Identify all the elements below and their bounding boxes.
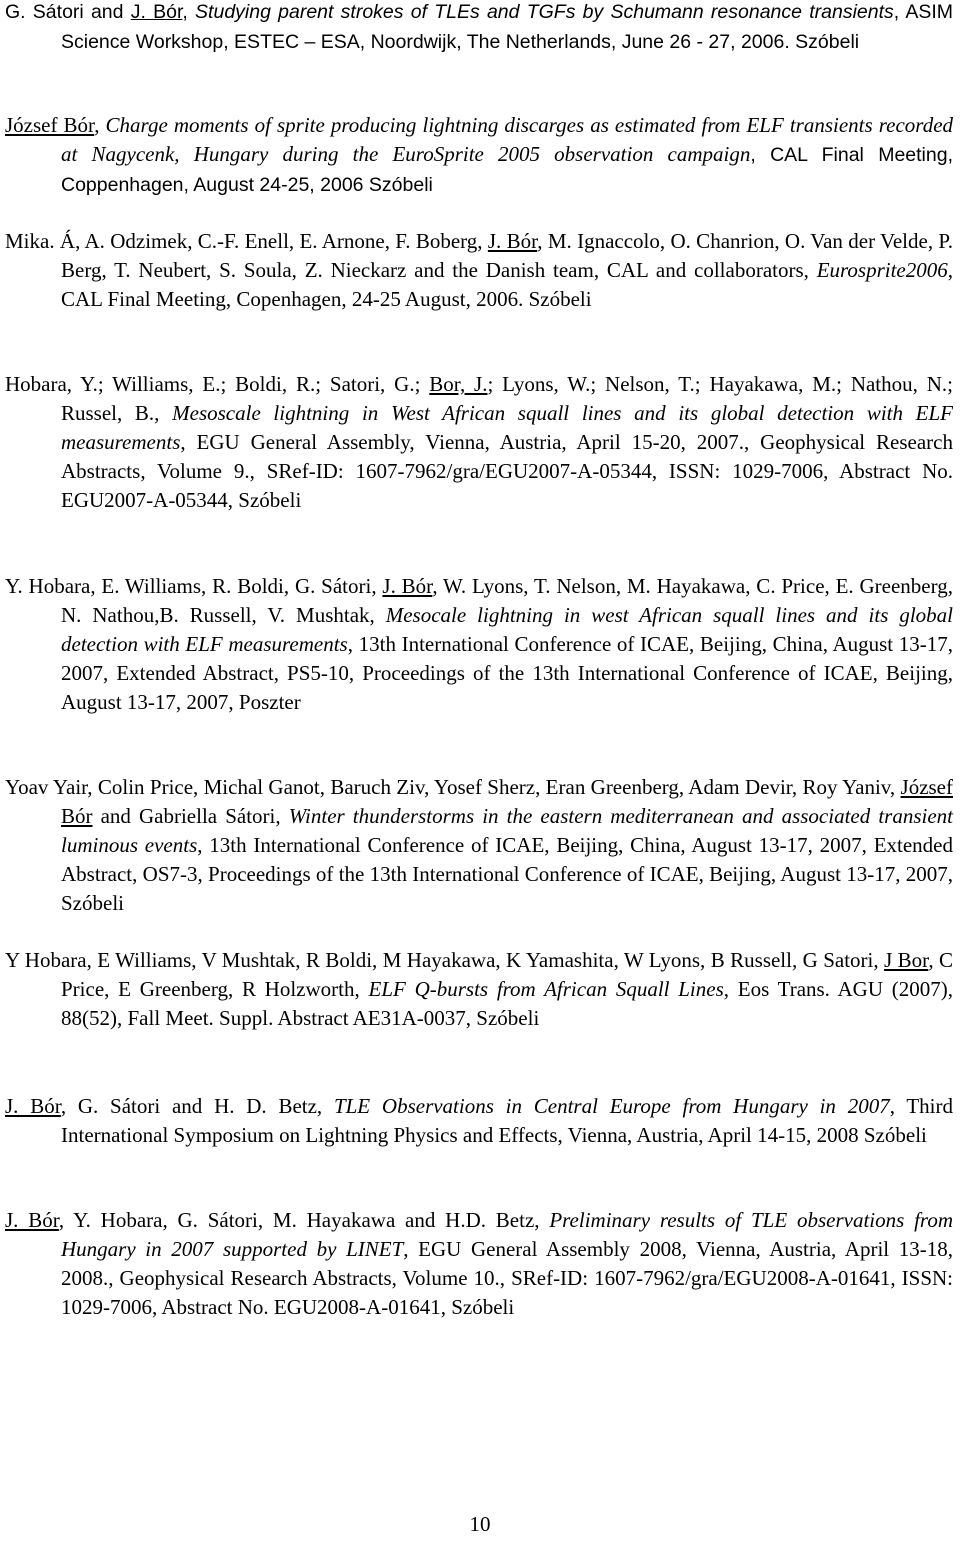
entry-segment: Winter thunderstorms in the eastern mediterranean and associated transient luminous events: [61, 804, 953, 857]
entry-segment: , 13th International Conference of ICAE, Beijing, China, August 13-17, 2007, Extended Abstract, OS7-3, Proceedings of the 13th International Conference of ICAE, Beijing, August 13-17, 2007, Szóbeli: [61, 833, 954, 915]
entry-segment: , Third International Symposium on Lightning Physics and Effects, Vienna, Austria, April 14-15, 2008 Szóbeli: [61, 1094, 953, 1147]
entry-segment: Yoav Yair, Colin Price, Michal Ganot, Baruch Ziv, Yosef Sherz, Eran Greenberg, Adam Devir, Roy Yaniv,: [5, 775, 901, 799]
entry-segment: ; Lyons, W.; Nelson, T.; Hayakawa, M.; Nathou, N.; Russel, B.,: [61, 372, 953, 425]
entry-segment: J Bor: [884, 948, 929, 972]
entry-segment: József Bór: [5, 113, 95, 137]
entry-segment: G. Sátori and: [5, 1, 131, 23]
reference-entry: [5, 773, 953, 918]
reference-entry: [5, 946, 953, 1033]
entry-segment: Mesoscale lightning in West African squall lines and its global detection with ELF measurements: [61, 401, 954, 454]
entry-segment: J. Bór: [5, 1094, 61, 1118]
entry-segment: Bor, J.: [429, 372, 488, 396]
entry-segment: , CAL Final Meeting, Copenhagen, 24-25 August, 2006. Szóbeli: [61, 258, 953, 311]
entry-segment: ,: [182, 1, 196, 23]
entry-segment: , C Price, E Greenberg, R Holzworth,: [61, 948, 953, 1001]
entry-segment: Mika. Á, A. Odzimek, C.-F. Enell, E. Arnone, F. Boberg,: [5, 229, 488, 253]
entry-segment: J. Bór: [487, 229, 538, 253]
entry-segment: , CAL Final Meeting, Coppenhagen, August 24-25, 2006 Szóbeli: [61, 144, 953, 196]
entry-segment: Hobara, Y.; Williams, E.; Boldi, R.; Satori, G.;: [5, 372, 430, 396]
entry-segment: J. Bór: [130, 1, 183, 23]
entry-segment: József Bór: [61, 775, 953, 828]
entry-segment: and Gabriella Sátori,: [92, 804, 289, 828]
entry-segment: , G. Sátori and H. D. Betz,: [60, 1094, 334, 1118]
entry-segment: Eurosprite2006: [816, 258, 948, 282]
reference-entry: [5, 1092, 953, 1150]
entry-segment: Y. Hobara, E. Williams, R. Boldi, G. Sátori,: [5, 574, 383, 598]
entry-segment: Studying parent strokes of TLEs and TGFs by Schumann resonance transients: [195, 1, 894, 23]
reference-entry: [5, 111, 953, 200]
entry-segment: , 13th International Conference of ICAE, Beijing, China, August 13-17, 2007, Extended Abstract, PS5-10, Proceedings of the 13th International Conference of ICAE, Beijing, August 13-17, 2007, Poszter: [61, 632, 954, 714]
page-number: 10: [469, 1512, 491, 1536]
entry-segment: , Y. Hobara, G. Sátori, M. Hayakawa and H.D. Betz,: [58, 1208, 550, 1232]
entry-segment: , EGU General Assembly 2008, Vienna, Austria, April 13-18, 2008., Geophysical Research Abstracts, Volume 10., SRef-ID: 1607-7962/gra/EGU2008-A-01641, ISSN: 1029-7006, Abstract No. EGU2008-A-01641, Szóbeli: [61, 1237, 954, 1319]
reference-entry: [5, 572, 953, 717]
entry-segment: Mesocale lightning in west African squall lines and its global detection with ELF measurements: [61, 603, 953, 656]
entry-segment: Y Hobara, E Williams, V Mushtak, R Boldi, M Hayakawa, K Yamashita, W Lyons, B Russell, G Satori,: [5, 948, 885, 972]
entry-segment: TLE Observations in Central Europe from Hungary in 2007: [333, 1094, 890, 1118]
reference-entry: [5, 0, 953, 57]
entry-segment: , EGU General Assembly, Vienna, Austria, April 15-20, 2007., Geophysical Research Abstracts, Volume 9., SRef-ID: 1607-7962/gra/EGU2007-A-05344, ISSN: 1029-7006, Abstract No. EGU2007-A-05344, Szóbeli: [61, 430, 953, 512]
reference-entry: [5, 370, 953, 515]
reference-entry: [5, 227, 953, 314]
entry-segment: ,: [94, 113, 106, 137]
entry-segment: , M. Ignaccolo, O. Chanrion, O. Van der Velde, P. Berg, T. Neubert, S. Soula, Z. Nieckarz and the Danish team, CAL and collaborators,: [61, 229, 953, 282]
entry-segment: , ASIM Science Workshop, ESTEC – ESA, Noordwijk, The Netherlands, June 26 - 27, 2006.: [61, 1, 954, 53]
reference-entry: [5, 1206, 953, 1322]
entry-segment: J. Bór: [5, 1208, 59, 1232]
entry-segment: J. Bór: [382, 574, 433, 598]
entry-segment: Szóbeli: [795, 31, 860, 53]
entry-segment: , W. Lyons, T. Nelson, M. Hayakawa, C. Price, E. Greenberg, N. Nathou,B. Russell, V. Mushtak,: [61, 574, 953, 627]
entry-segment: Charge moments of sprite producing lightning discarges as estimated from ELF transients recorded at Nagycenk, Hungary during the EuroSprite 2005 observation campaign: [61, 113, 954, 166]
entry-segment: Preliminary results of TLE observations from Hungary in 2007 supported by LINET: [61, 1208, 953, 1261]
entry-segment: ELF Q-bursts from African Squall Lines: [368, 977, 724, 1001]
entry-segment: , Eos Trans. AGU (2007), 88(52), Fall Meet. Suppl. Abstract AE31A-0037, Szóbeli: [61, 977, 953, 1030]
